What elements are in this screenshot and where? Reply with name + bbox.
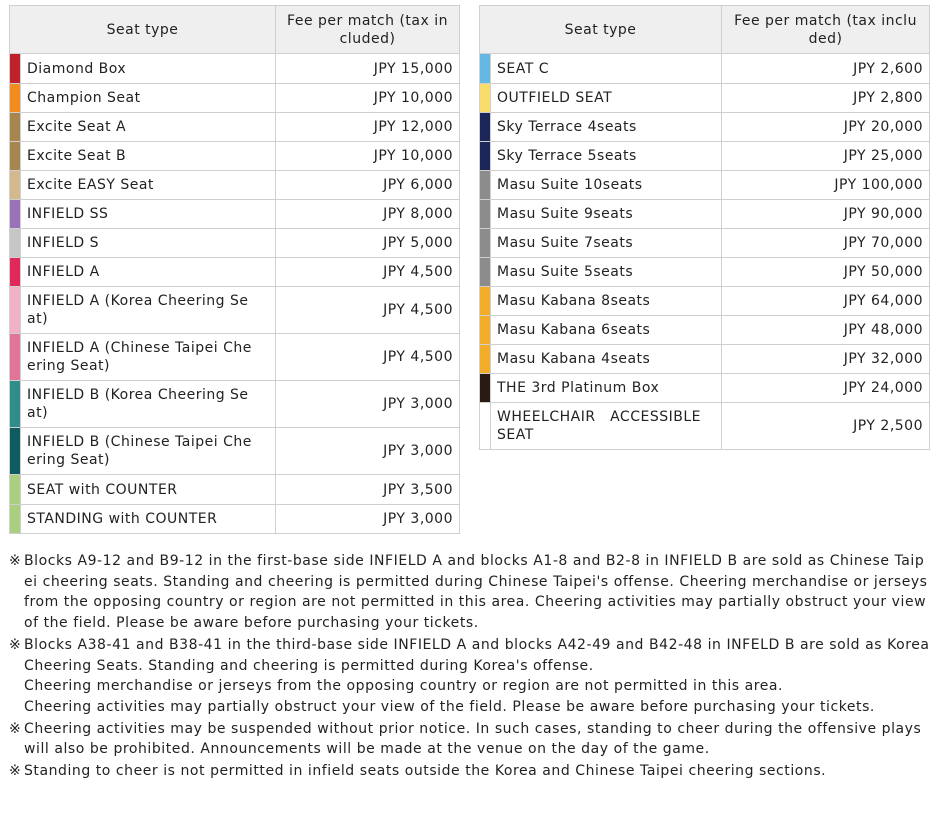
seat-type-name: Sky Terrace 4seats	[491, 113, 722, 142]
table-header-row	[10, 6, 460, 54]
seat-type-name: INFIELD A (Korea Cheering Se at)	[21, 287, 276, 334]
note-mark: ※	[9, 720, 22, 737]
header-fee: Fee per match (tax in cluded)	[276, 6, 460, 54]
table-row	[480, 258, 930, 287]
table-row	[480, 54, 930, 84]
header-fee: Fee per match (tax inclu ded)	[722, 6, 930, 54]
seat-fee: JPY 3,000	[276, 381, 460, 428]
table-row	[480, 171, 930, 200]
seat-type-name: INFIELD SS	[21, 200, 276, 229]
note-text: Cheering activities may partially obstruct your view of the field. Please be aware before purchasing your tickets.	[24, 698, 875, 715]
seat-type-name: INFIELD B (Korea Cheering Se at)	[21, 381, 276, 428]
seat-color-swatch	[10, 171, 21, 200]
seat-color-swatch	[10, 113, 21, 142]
table-row	[480, 374, 930, 403]
seat-fee: JPY 4,500	[276, 334, 460, 381]
note-text: Cheering merchandise or jerseys from the opposing country or region are not permitted in this area.	[24, 678, 784, 695]
seat-fee: JPY 100,000	[722, 171, 930, 200]
table-row	[480, 229, 930, 258]
seat-fee: JPY 3,000	[276, 428, 460, 475]
seat-color-swatch	[10, 229, 21, 258]
table-row	[480, 84, 930, 113]
note-item	[9, 761, 933, 782]
seat-type-name: STANDING with COUNTER	[21, 505, 276, 534]
seat-fee: JPY 64,000	[722, 287, 930, 316]
table-row	[10, 113, 460, 142]
seat-color-swatch	[480, 374, 491, 403]
note-item	[9, 635, 933, 718]
seat-type-name: OUTFIELD SEAT	[491, 84, 722, 113]
table-row	[480, 200, 930, 229]
seat-fee: JPY 3,500	[276, 475, 460, 505]
notes-list	[9, 551, 933, 783]
seat-color-swatch	[480, 345, 491, 374]
table-row	[480, 142, 930, 171]
table-row	[480, 403, 930, 450]
fee-table-left-body	[10, 54, 460, 534]
seat-color-swatch	[480, 54, 491, 84]
seat-color-swatch	[10, 54, 21, 84]
seat-fee: JPY 32,000	[722, 345, 930, 374]
seat-type-name: Masu Suite 9seats	[491, 200, 722, 229]
seat-fee: JPY 70,000	[722, 229, 930, 258]
table-row	[10, 428, 460, 475]
table-row	[10, 505, 460, 534]
seat-type-name: SEAT C	[491, 54, 722, 84]
seat-color-swatch	[480, 403, 491, 450]
seat-fee: JPY 8,000	[276, 200, 460, 229]
note-mark: ※	[9, 553, 22, 569]
seat-fee: JPY 4,500	[276, 287, 460, 334]
table-row	[10, 475, 460, 505]
seat-fee: JPY 48,000	[722, 316, 930, 345]
seat-type-name: INFIELD B (Chinese Taipei Che ering Seat)	[21, 428, 276, 475]
seat-color-swatch	[480, 200, 491, 229]
note-text: Blocks A9-12 and B9-12 in the first-base side INFIELD A and blocks A1-8 and B2-8 in INFIELD B are sold as Chinese Taipei cheering seats. Standing and cheering is permitted during Chinese Taipei's offense. Cheering merchandise or jerseys from the opposing country or region are not permitted in this area. Cheering activities may partially obstruct your view of the field. Please be aware before purchasing your tickets.	[24, 553, 928, 632]
seat-fee: JPY 2,500	[722, 403, 930, 450]
seat-color-swatch	[10, 200, 21, 229]
seat-color-swatch	[480, 229, 491, 258]
seat-type-name: Masu Suite 10seats	[491, 171, 722, 200]
seat-fee: JPY 10,000	[276, 84, 460, 113]
table-row	[10, 334, 460, 381]
seat-type-name: Excite EASY Seat	[21, 171, 276, 200]
seat-fee: JPY 3,000	[276, 505, 460, 534]
note-mark: ※	[9, 763, 22, 780]
table-row	[10, 84, 460, 113]
seat-type-name: Masu Suite 7seats	[491, 229, 722, 258]
seat-fee: JPY 24,000	[722, 374, 930, 403]
note-mark: ※	[9, 636, 22, 653]
seat-color-swatch	[480, 316, 491, 345]
seat-color-swatch	[10, 475, 21, 505]
seat-color-swatch	[480, 142, 491, 171]
note-text: Blocks A38-41 and B38-41 in the third-base side INFIELD A and blocks A42-49 and B42-48 in INFELD B are sold as Korea Cheering Seats. Standing and cheering is permitted during Korea's offense.	[24, 636, 930, 674]
note-text: Cheering activities may be suspended without prior notice. In such cases, standing to cheer during the offensive plays will also be prohibited. Announcements will be made at the venue on the day of the game.	[24, 720, 922, 758]
seat-fee: JPY 12,000	[276, 113, 460, 142]
seat-type-name: Diamond Box	[21, 54, 276, 84]
seat-fee: JPY 20,000	[722, 113, 930, 142]
seat-color-swatch	[480, 287, 491, 316]
fee-table-right	[479, 5, 930, 450]
seat-color-swatch	[10, 505, 21, 534]
table-row	[480, 345, 930, 374]
note-text: Standing to cheer is not permitted in infield seats outside the Korea and Chinese Taipei cheering sections.	[24, 763, 827, 780]
fee-table-left	[9, 5, 460, 534]
seat-type-name: Masu Kabana 8seats	[491, 287, 722, 316]
seat-type-name: WHEELCHAIR ACCESSIBLE SEAT	[491, 403, 722, 450]
seat-fee: JPY 2,800	[722, 84, 930, 113]
seat-fee: JPY 90,000	[722, 200, 930, 229]
seat-color-swatch	[10, 142, 21, 171]
seat-color-swatch	[480, 113, 491, 142]
table-row	[480, 287, 930, 316]
table-row	[10, 381, 460, 428]
seat-fee: JPY 50,000	[722, 258, 930, 287]
seat-type-name: SEAT with COUNTER	[21, 475, 276, 505]
seat-type-name: INFIELD A	[21, 258, 276, 287]
seat-type-name: INFIELD S	[21, 229, 276, 258]
seat-type-name: Masu Suite 5seats	[491, 258, 722, 287]
seat-color-swatch	[480, 171, 491, 200]
seat-color-swatch	[10, 258, 21, 287]
seat-type-name: INFIELD A (Chinese Taipei Che ering Seat)	[21, 334, 276, 381]
table-row	[10, 200, 460, 229]
seat-fee: JPY 10,000	[276, 142, 460, 171]
header-seat-type: Seat type	[10, 6, 276, 54]
seat-fee: JPY 5,000	[276, 229, 460, 258]
seat-fee: JPY 2,600	[722, 54, 930, 84]
seat-type-name: Champion Seat	[21, 84, 276, 113]
table-row	[10, 54, 460, 84]
table-row	[480, 316, 930, 345]
table-header-row	[480, 6, 930, 54]
seat-color-swatch	[10, 381, 21, 428]
table-row	[10, 171, 460, 200]
table-row	[10, 258, 460, 287]
seat-color-swatch	[10, 287, 21, 334]
seat-fee: JPY 6,000	[276, 171, 460, 200]
seat-color-swatch	[480, 258, 491, 287]
seat-type-name: Masu Kabana 6seats	[491, 316, 722, 345]
seat-type-name: Sky Terrace 5seats	[491, 142, 722, 171]
table-row	[10, 287, 460, 334]
seat-color-swatch	[10, 334, 21, 381]
note-item	[9, 551, 933, 634]
seat-type-name: Masu Kabana 4seats	[491, 345, 722, 374]
seat-fee: JPY 15,000	[276, 54, 460, 84]
seat-color-swatch	[10, 428, 21, 475]
seat-type-name: Excite Seat B	[21, 142, 276, 171]
table-row	[10, 229, 460, 258]
seat-color-swatch	[10, 84, 21, 113]
seat-type-name: THE 3rd Platinum Box	[491, 374, 722, 403]
seat-fee: JPY 25,000	[722, 142, 930, 171]
seat-color-swatch	[480, 84, 491, 113]
seat-type-name: Excite Seat A	[21, 113, 276, 142]
fee-table-right-body	[480, 54, 930, 450]
table-row	[480, 113, 930, 142]
note-item	[9, 719, 933, 760]
table-row	[10, 142, 460, 171]
seat-fee: JPY 4,500	[276, 258, 460, 287]
header-seat-type: Seat type	[480, 6, 722, 54]
